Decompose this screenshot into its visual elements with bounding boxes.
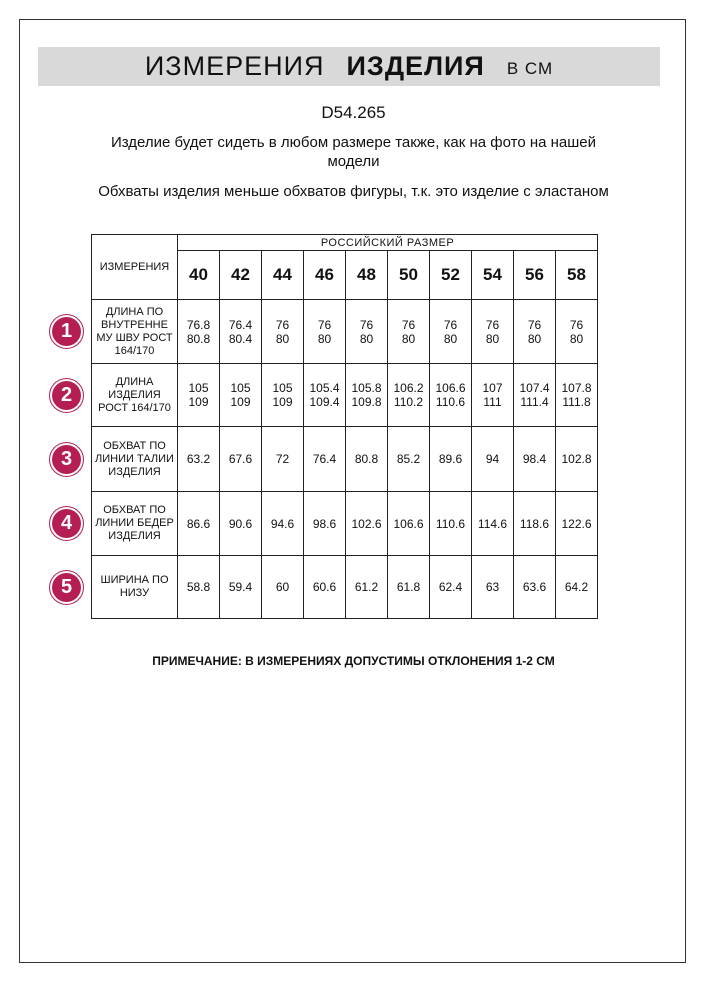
table-cell: 62.4 [430, 556, 472, 619]
table-cell: 76 80 [388, 300, 430, 364]
size-table [91, 234, 598, 619]
table-cell: 76 80 [430, 300, 472, 364]
table-cell: 59.4 [220, 556, 262, 619]
article-number: D54.265 [321, 103, 386, 122]
table-cell: 86.6 [178, 492, 220, 556]
table-row [92, 492, 598, 556]
size-header-cell: 58 [556, 251, 598, 300]
stretch-note: Обхваты изделия меньше обхватов фигуры, т.к. это изделие с эластаном [98, 183, 609, 200]
tolerance-note: ПРИМЕЧАНИЕ: В ИЗМЕРЕНИЯХ ДОПУСТИМЫ ОТКЛОНЕНИЯ 1-2 СМ [152, 654, 555, 668]
table-cell: 72 [262, 427, 304, 492]
size-header-cell: 56 [514, 251, 556, 300]
table-cell: 76 80 [472, 300, 514, 364]
table-cell: 89.6 [430, 427, 472, 492]
table-cell: 85.2 [388, 427, 430, 492]
table-cell: 76.4 [304, 427, 346, 492]
table-cell: 106.2 110.2 [388, 364, 430, 427]
table-cell: 63.6 [514, 556, 556, 619]
table-cell: 76 80 [304, 300, 346, 364]
table-cell: 58.8 [178, 556, 220, 619]
row-label: ОБХВАТ ПО ЛИНИИ ТАЛИИ ИЗДЕЛИЯ [92, 427, 178, 492]
table-cell: 107.8 111.8 [556, 364, 598, 427]
size-header-cell: 50 [388, 251, 430, 300]
table-row [92, 556, 598, 619]
table-cell: 107.4 111.4 [514, 364, 556, 427]
size-header-cell: 48 [346, 251, 388, 300]
table-cell: 76.8 80.8 [178, 300, 220, 364]
table-cell: 61.2 [346, 556, 388, 619]
measurements-header: ИЗМЕРЕНИЯ [92, 235, 178, 300]
table-cell: 76 80 [346, 300, 388, 364]
table-cell: 64.2 [556, 556, 598, 619]
table-cell: 60 [262, 556, 304, 619]
size-header-cell: 52 [430, 251, 472, 300]
row-label: ДЛИНА ПО ВНУТРЕННЕ МУ ШВУ РОСТ 164/170 [92, 300, 178, 364]
table-row [92, 364, 598, 427]
table-cell: 105.8 109.8 [346, 364, 388, 427]
row-number-badge: 2 [52, 381, 81, 410]
table-cell: 105.4 109.4 [304, 364, 346, 427]
table-cell: 98.6 [304, 492, 346, 556]
size-header-cell: 40 [178, 251, 220, 300]
table-cell: 102.8 [556, 427, 598, 492]
table-row [92, 300, 598, 364]
table-cell: 76 80 [514, 300, 556, 364]
table-header-row [92, 235, 598, 251]
table-cell: 110.6 [430, 492, 472, 556]
table-cell: 94.6 [262, 492, 304, 556]
size-header-cell: 54 [472, 251, 514, 300]
table-cell: 76 80 [262, 300, 304, 364]
table-cell: 61.8 [388, 556, 430, 619]
table-cell: 118.6 [514, 492, 556, 556]
table-cell: 114.6 [472, 492, 514, 556]
table-cell: 76.4 80.4 [220, 300, 262, 364]
title-part-2: ИЗДЕЛИЯ [346, 51, 485, 81]
row-number-badge: 4 [52, 509, 81, 538]
table-cell: 105 109 [220, 364, 262, 427]
size-header-cell: 46 [304, 251, 346, 300]
title-part-1: ИЗМЕРЕНИЯ [144, 51, 325, 81]
table-row [92, 427, 598, 492]
table-cell: 106.6 [388, 492, 430, 556]
size-header-cell: 44 [262, 251, 304, 300]
table-cell: 80.8 [346, 427, 388, 492]
table-cell: 105 109 [178, 364, 220, 427]
row-label: ДЛИНА ИЗДЕЛИЯ РОСТ 164/170 [92, 364, 178, 427]
table-cell: 67.6 [220, 427, 262, 492]
table-cell: 76 80 [556, 300, 598, 364]
table-cell: 122.6 [556, 492, 598, 556]
fit-note: Изделие будет сидеть в любом размере также, как на фото на нашей модели [110, 134, 597, 170]
table-cell: 63 [472, 556, 514, 619]
table-cell: 60.6 [304, 556, 346, 619]
table-cell: 63.2 [178, 427, 220, 492]
table-cell: 90.6 [220, 492, 262, 556]
size-header-cell: 42 [220, 251, 262, 300]
size-group-header: РОССИЙСКИЙ РАЗМЕР [178, 235, 598, 251]
table-cell: 107 111 [472, 364, 514, 427]
table-cell: 94 [472, 427, 514, 492]
row-label: ОБХВАТ ПО ЛИНИИ БЕДЕР ИЗДЕЛИЯ [92, 492, 178, 556]
title-bar [38, 47, 660, 86]
table-cell: 102.6 [346, 492, 388, 556]
table-cell: 105 109 [262, 364, 304, 427]
title-unit: В СМ [506, 58, 554, 78]
row-label: ШИРИНА ПО НИЗУ [92, 556, 178, 619]
table-cell: 98.4 [514, 427, 556, 492]
row-number-badge: 1 [52, 317, 81, 346]
row-number-badge: 5 [52, 573, 81, 602]
table-cell: 106.6 110.6 [430, 364, 472, 427]
row-number-badge: 3 [52, 445, 81, 474]
